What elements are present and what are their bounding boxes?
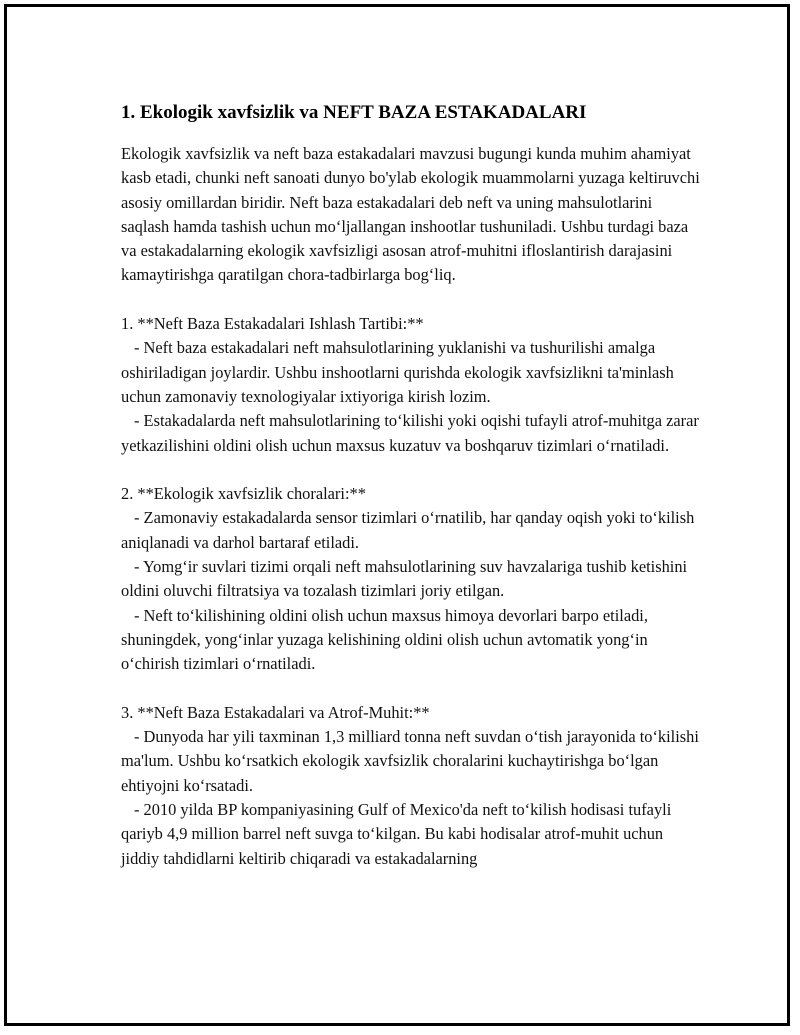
intro-paragraph: Ekologik xavfsizlik va neft baza estakadalari mavzusi bugungi kunda muhim ahamiyat kasb etadi, chunki neft sanoati dunyo bo'ylab ekologik muammolarni yuzaga keltiruvchi asosiy omillardan biridir. Neft baza estakadalari deb neft va uning mahsulotlarini saqlash hamda tashish uchun mo‘ljallangan inshootlar tushuniladi. Ushbu turdagi baza va estakadalarning ekologik xavfsizligi asosan atrof-muhitni ifloslantirish darajasini kamaytirishga qaratilgan chora-tadbirlarga bog‘liq.: [121, 144, 700, 285]
section-item: - Zamonaviy estakadalarda sensor tizimlari o‘rnatilib, har qanday oqish yoki to‘kilish aniqlanadi va darhol bartaraf etiladi.: [121, 508, 695, 552]
paragraph-spacer: [121, 458, 701, 482]
section-heading: 2. **Ekologik xavfsizlik choralari:**: [121, 484, 366, 504]
section-item: - 2010 yilda BP kompaniyasining Gulf of Mexico'da neft to‘kilish hodisasi tufayli qariyb 4,9 million barrel neft suvga to‘kilgan. Bu kabi hodisalar atrof-muhit uchun jiddiy tahdidlarni keltirib chiqaradi va estakadalarning: [121, 800, 672, 868]
document-title: 1. Ekologik xavfsizlik va NEFT BAZA ESTAKADALARI: [121, 102, 587, 123]
document-body: [121, 99, 701, 871]
section-item: - Neft baza estakadalari neft mahsulotlarining yuklanishi va tushurilishi amalga oshiriladigan joylardir. Ushbu inshootlarni qurishda ekologik xavfsizlikni ta'minlash uchun zamonaviy texnologiyalar ixtiyoriga kirish lozim.: [121, 338, 674, 406]
document-page: [4, 4, 790, 1026]
paragraph-spacer: [121, 677, 701, 701]
section-item: - Yomg‘ir suvlari tizimi orqali neft mahsulotlarining suv havzalariga tushib ketishini oldini oluvchi filtratsiya va tozalash tizimlari joriy etilgan.: [121, 557, 688, 601]
paragraph-spacer: [121, 288, 701, 312]
section-heading: 3. **Neft Baza Estakadalari va Atrof-Muhit:**: [121, 702, 430, 722]
section-item: - Estakadalarda neft mahsulotlarining to‘kilishi yoki oqishi tufayli atrof-muhitga zarar yetkazilishini oldini olish uchun maxsus kuzatuv va boshqaruv tizimlari o‘rnatiladi.: [121, 411, 699, 455]
section-item: - Dunyoda har yili taxminan 1,3 milliard tonna neft suvdan o‘tish jarayonida to‘kilishi ma'lum. Ushbu ko‘rsatkich ekologik xavfsizlik choralarini kuchaytirishga bo‘lgan ehtiyojni ko‘rsatadi.: [121, 727, 699, 795]
section-heading: 1. **Neft Baza Estakadalari Ishlash Tartibi:**: [121, 314, 424, 334]
section-item: - Neft to‘kilishining oldini olish uchun maxsus himoya devorlari barpo etiladi, shuningdek, yong‘inlar yuzaga kelishining oldini olish uchun avtomatik yong‘in o‘chirish tizimlari o‘rnatiladi.: [121, 605, 648, 674]
